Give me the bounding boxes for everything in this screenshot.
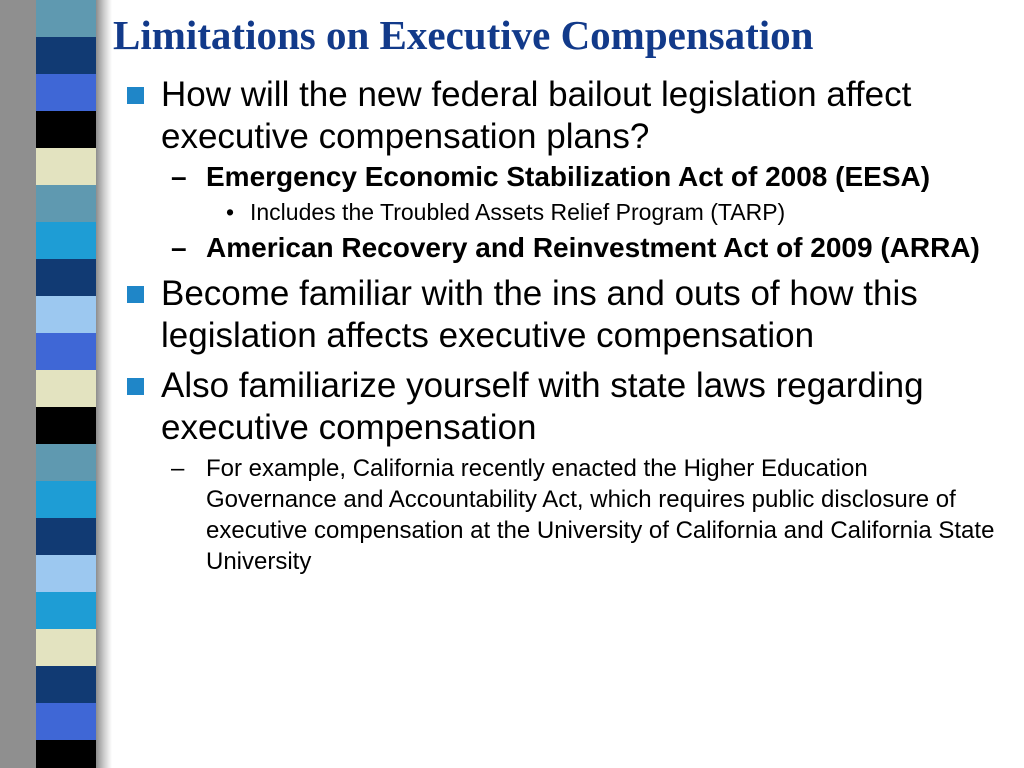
bullet-item-2 <box>123 273 1003 357</box>
stripe-block <box>36 37 96 74</box>
stripe-block <box>36 370 96 407</box>
decorative-stripe <box>0 0 112 768</box>
square-bullet-icon <box>127 378 144 395</box>
stripe-color-blocks <box>36 0 96 768</box>
stripe-block <box>36 296 96 333</box>
sub-item-text: For example, California recently enacted the Higher Education Governance and Accountability Act, which requires public disclosure of executive compensation at the University of California and California State University <box>206 455 995 575</box>
bullet-text: Become familiar with the ins and outs of how this legislation affects executive compensation <box>161 274 918 355</box>
stripe-block <box>36 407 96 444</box>
stripe-block <box>36 74 96 111</box>
square-bullet-icon <box>127 286 144 303</box>
slide-title: Limitations on Executive Compensation <box>113 12 814 58</box>
stripe-block <box>36 555 96 592</box>
stripe-block <box>36 629 96 666</box>
dot-bullet-icon: • <box>226 199 235 225</box>
sub-item-eesa <box>123 160 1003 194</box>
sub-sub-item-text: Includes the Troubled Assets Relief Program (TARP) <box>250 199 786 225</box>
stripe-block <box>36 666 96 703</box>
dash-bullet-icon: – <box>171 161 187 192</box>
stripe-block <box>36 703 96 740</box>
bullet-text: Also familiarize yourself with state laws regarding executive compensation <box>161 366 924 447</box>
stripe-block <box>36 592 96 629</box>
dash-bullet-icon: – <box>171 455 185 482</box>
square-bullet-icon <box>127 87 144 104</box>
stripe-block <box>36 333 96 370</box>
slide-content <box>123 74 1003 579</box>
bullet-text: How will the new federal bailout legislation affect executive compensation plans? <box>161 75 912 156</box>
stripe-block <box>36 111 96 148</box>
bullet-item-3 <box>123 365 1003 449</box>
sub-item-arra <box>123 231 1003 265</box>
stripe-block <box>36 259 96 296</box>
sub-sub-item-tarp <box>123 197 1003 227</box>
stripe-grey-band <box>0 0 36 768</box>
stripe-block <box>36 185 96 222</box>
stripe-block <box>36 740 96 768</box>
stripe-shadow <box>96 0 112 768</box>
stripe-block <box>36 444 96 481</box>
stripe-block <box>36 481 96 518</box>
stripe-block <box>36 0 96 37</box>
stripe-block <box>36 148 96 185</box>
sub-item-california <box>123 453 1003 577</box>
sub-item-text: Emergency Economic Stabilization Act of 2008 (EESA) <box>206 161 931 192</box>
dash-bullet-icon: – <box>171 232 187 263</box>
stripe-block <box>36 518 96 555</box>
sub-item-text: American Recovery and Reinvestment Act of 2009 (ARRA) <box>206 232 980 263</box>
bullet-item-1 <box>123 74 1003 158</box>
stripe-block <box>36 222 96 259</box>
